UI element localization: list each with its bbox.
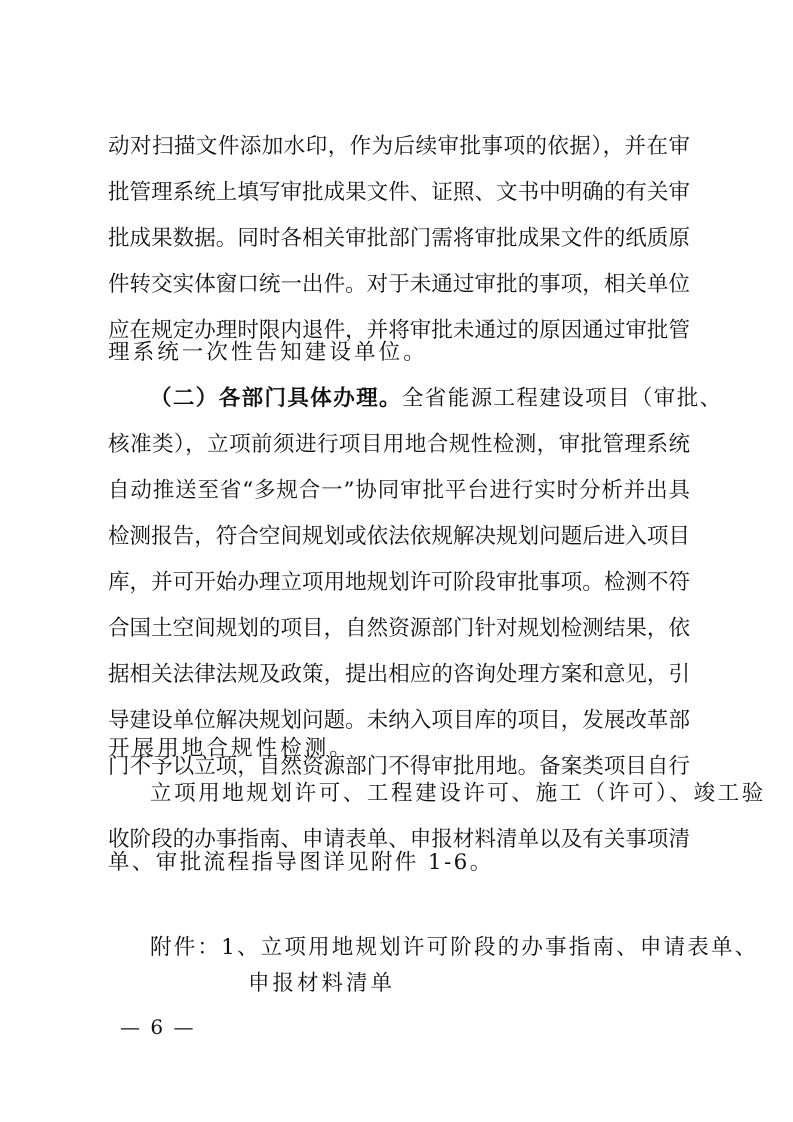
paragraph2-line-10: 开展用地合规性检测。 — [108, 736, 355, 761]
paragraph2-line-9: 门不予以立项，自然资源部门不得审批用地。备案类项目自行 — [108, 754, 690, 779]
paragraph2-line-8: 导建设单位解决规划问题。未纳入项目库的项目，发展改革部 — [108, 708, 690, 733]
paragraph3-line-3: 单、审批流程指导图详见附件 1-6。 — [108, 850, 494, 875]
paragraph2-line-7: 据相关法律法规及政策，提出相应的咨询处理方案和意见，引 — [108, 662, 690, 687]
paragraph3-line-2: 收阶段的办事指南、申请表单、申报材料清单以及有关事项清 — [108, 827, 690, 852]
paragraph3-line-1: 立项用地规划许可、工程建设许可、施工（许可）、竣工验 — [150, 781, 766, 806]
paragraph1-line-2: 批管理系统上填写审批成果文件、证照、文书中明确的有关审 — [108, 180, 690, 205]
paragraph2-line-1 — [150, 384, 723, 414]
paragraph2-line-4: 检测报告，符合空间规划或依法依规解决规划问题后进入项目 — [108, 524, 690, 549]
attachment-line-1: 附件：1、立项用地规划许可阶段的办事指南、申请表单、 — [150, 935, 759, 960]
section-heading: （二）各部门具体办理。 — [150, 386, 402, 411]
paragraph1-line-6: 理系统一次性告知建设单位。 — [108, 340, 428, 365]
paragraph1-line-1: 动对扫描文件添加水印，作为后续审批事项的依据），并在审 — [108, 134, 690, 159]
paragraph2-line-3: 自动推送至省“多规合一”协同审批平台进行实时分析并出具 — [108, 478, 690, 503]
paragraph1-line-5: 应在规定办理时限内退件，并将审批未通过的原因通过审批管 — [108, 318, 690, 343]
paragraph2-line-6: 合国土空间规划的项目，自然资源部门针对规划检测结果，依 — [108, 616, 690, 641]
paragraph2-line-1-rest: 全省能源工程建设项目（审批、 — [401, 386, 723, 411]
paragraph2-line-2: 核准类），立项前须进行项目用地合规性检测，审批管理系统 — [108, 432, 690, 457]
attachment-line-2: 申报材料清单 — [248, 971, 396, 996]
page-number: — 6 — — [120, 1015, 196, 1039]
paragraph1-line-3: 批成果数据。同时各相关审批部门需将审批成果文件的纸质原 — [108, 226, 690, 251]
paragraph2-line-5: 库，并可开始办理立项用地规划许可阶段审批事项。检测不符 — [108, 570, 690, 595]
paragraph1-line-4: 件转交实体窗口统一出件。对于未通过审批的事项，相关单位 — [108, 272, 690, 297]
